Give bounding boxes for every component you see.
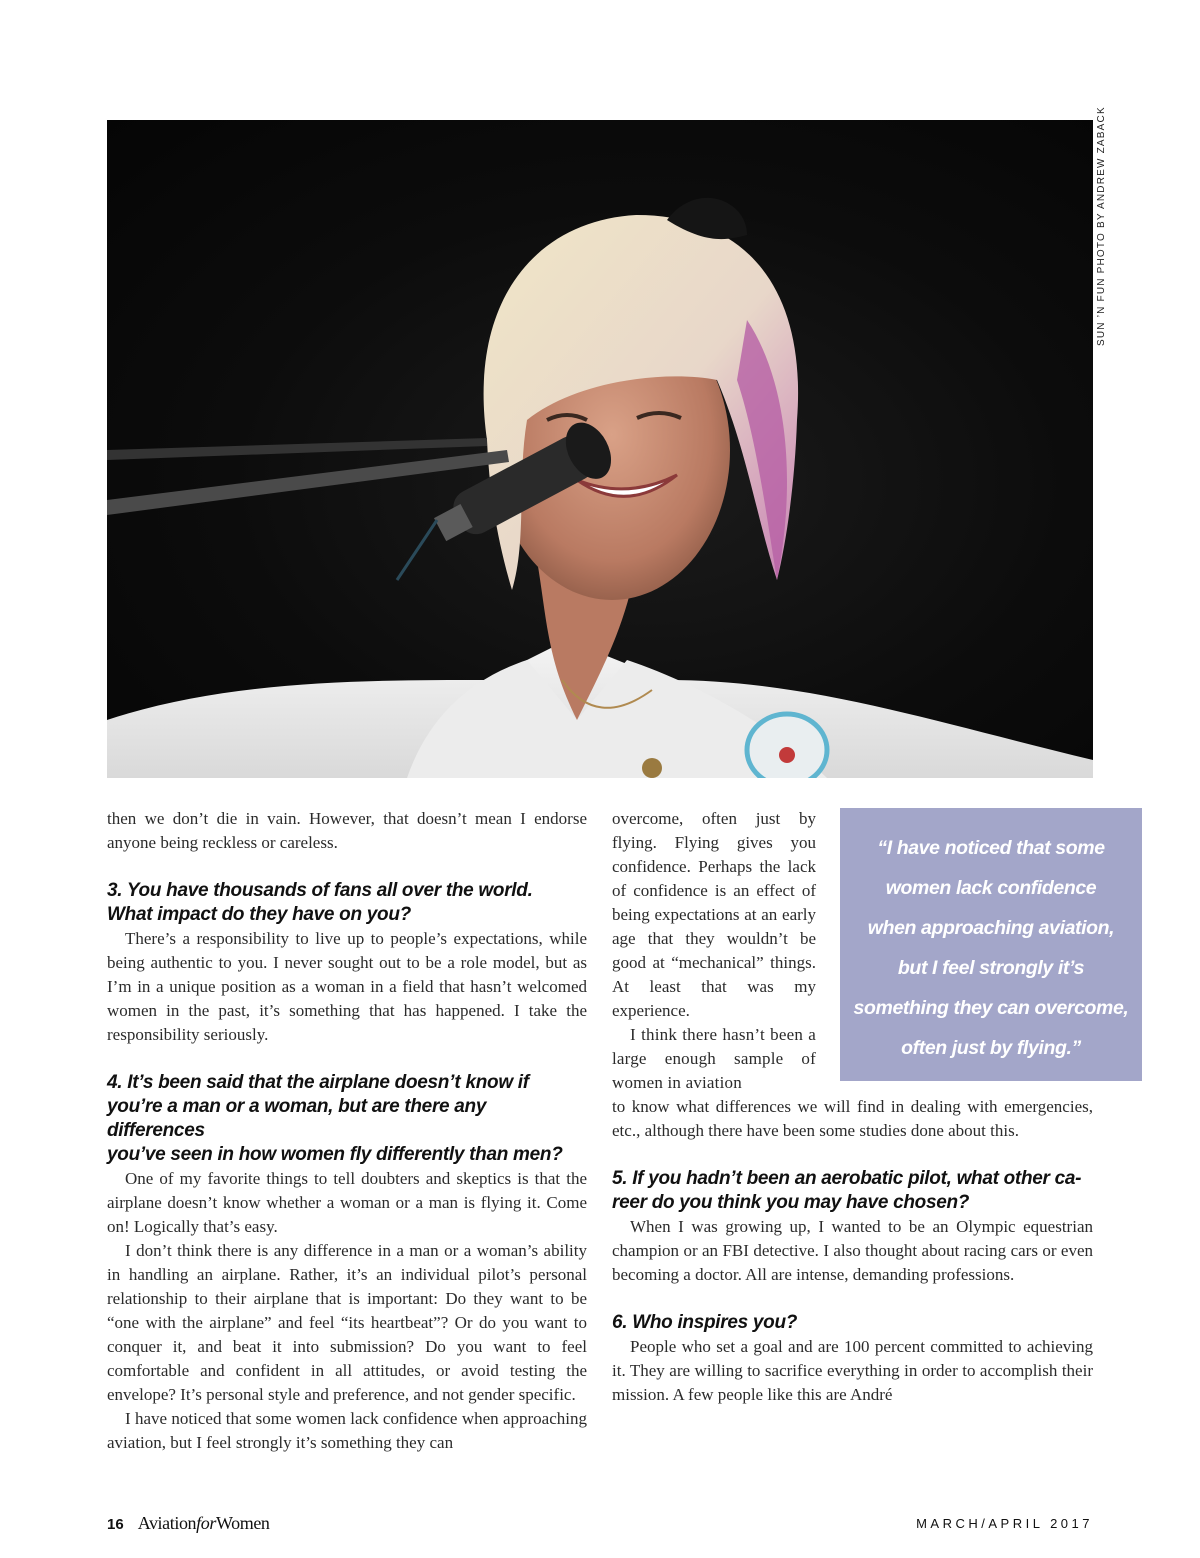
- right-column-narrow: [612, 807, 816, 1095]
- hero-photo: [107, 120, 1093, 778]
- portrait-illustration: [107, 120, 1093, 778]
- page-number: 16: [107, 1516, 124, 1533]
- answer-4-paragraph-1: One of my favorite things to tell doubters and skeptics is that the airplane doesn’t know whether a woman or a man is flying it. Come on! Logically that’s easy.: [107, 1169, 587, 1236]
- pull-quote: “I have noticed that some women lack confidence when approaching aviation, but I feel strongly it’s something they can overcome, often just by flying.”: [840, 808, 1142, 1081]
- question-4: 4. It’s been said that the airplane doesn’t know if you’re a man or a woman, but are there any differences you’ve seen in how women fly differently than men?: [107, 1072, 563, 1165]
- sample-paragraph: I think there hasn’t been a large enough sample of women in aviation: [612, 1025, 816, 1092]
- answer-3: There’s a responsibility to live up to people’s expectations, while being authentic to you. I never sought out to be a role model, but as I’m in a unique position as a woman in a field that hasn’t welcomed women in the past, it’s something that has happened. I take the responsibility seriously.: [107, 929, 587, 1044]
- footer-left: [107, 1513, 270, 1539]
- magazine-name: AviationforWomen: [137, 1513, 270, 1533]
- photo-credit: SUN ’N FUN PHOTO BY ANDREW ZABACK: [1096, 106, 1107, 346]
- intro-paragraph: then we don’t die in vain. However, that doesn’t mean I endorse anyone being reckless or careless.: [107, 809, 587, 852]
- answer-4-paragraph-3: I have noticed that some women lack confidence when approaching aviation, but I feel strongly it’s something they can: [107, 1409, 587, 1452]
- answer-5: When I was growing up, I wanted to be an Olympic equestrian champion or an FBI detective. I also thought about racing cars or even becoming a doctor. All are intense, demanding professions.: [612, 1217, 1093, 1284]
- question-3: 3. You have thousands of fans all over the world. What impact do they have on you?: [107, 880, 533, 925]
- sample-paragraph-continued: to know what differences we will find in dealing with emergencies, etc., although there have been some studies done about this.: [612, 1097, 1093, 1140]
- answer-6: People who set a goal and are 100 percent committed to achieving it. They are willing to sacrifice everything in order to accomplish their mission. A few people like this are André: [612, 1337, 1093, 1404]
- continued-paragraph: overcome, often just by flying. Flying gives you confidence. Perhaps the lack of confidence is an effect of being expectations at an early age that they wouldn’t be good at “mechanical” things. At least that was my experience.: [612, 809, 816, 1020]
- left-column: [107, 807, 587, 1455]
- issue-date: MARCH/APRIL 2017: [916, 1516, 1093, 1531]
- question-5: 5. If you hadn’t been an aerobatic pilot, what other ca- reer do you think you may have chosen?: [612, 1168, 1082, 1213]
- question-6: 6. Who inspires you?: [612, 1312, 798, 1333]
- right-column-wide: [612, 1095, 1093, 1407]
- answer-4-paragraph-2: I don’t think there is any difference in a man or a woman’s ability in handling an airplane. Rather, it’s an individual pilot’s personal relationship to their airplane that is important: Do they want to be “one with the airplane” and feel “its heartbeat”? Or do you want to conquer it, and beat it into submission? Do you want to feel comfortable and confident in all attitudes, or avoid testing the envelope? It’s personal style and preference, and not gender specific.: [107, 1241, 587, 1404]
